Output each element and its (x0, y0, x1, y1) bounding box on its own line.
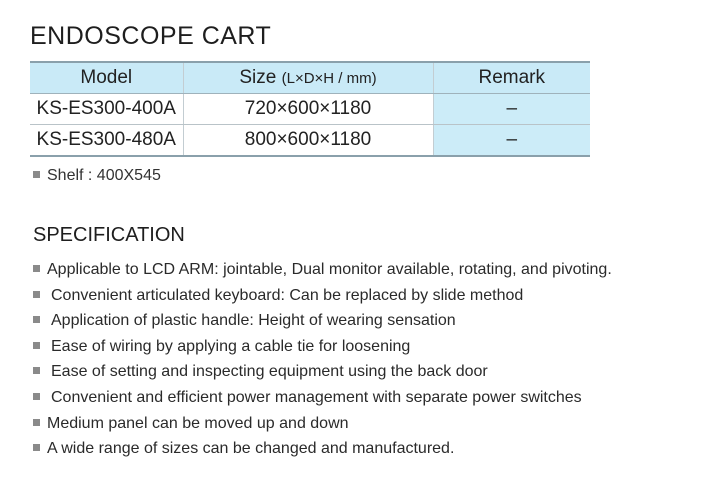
list-item-text: Medium panel can be moved up and down (47, 414, 349, 432)
list-item-text: Convenient articulated keyboard: Can be replaced by slide method (51, 286, 524, 304)
square-bullet-icon (33, 171, 40, 178)
product-size-table (30, 61, 590, 157)
square-bullet-icon (33, 393, 40, 400)
list-item (33, 334, 612, 360)
page-title: ENDOSCOPE CART (30, 22, 272, 50)
list-item (33, 411, 612, 437)
model-cell: KS-ES300-400A (30, 94, 183, 125)
table-header-row (30, 62, 590, 94)
header-model: Model (30, 62, 183, 94)
list-item-text: Ease of wiring by applying a cable tie for loosening (51, 337, 411, 355)
square-bullet-icon (33, 291, 40, 298)
square-bullet-icon (33, 419, 40, 426)
header-size-unit: (L×D×H / mm) (281, 70, 377, 87)
list-item (33, 308, 612, 334)
shelf-note-text: Shelf : 400X545 (47, 167, 161, 184)
list-item-text: A wide range of sizes can be changed and manufactured. (47, 440, 455, 458)
header-size (183, 62, 433, 94)
table-row (30, 94, 590, 125)
list-item (33, 283, 612, 309)
remark-cell: – (433, 94, 590, 125)
remark-cell: – (433, 125, 590, 157)
list-item (33, 359, 612, 385)
list-item (33, 385, 612, 411)
size-cell: 720×600×1180 (183, 94, 433, 125)
list-item (33, 257, 612, 283)
list-item-text: Application of plastic handle: Height of wearing sensation (51, 312, 456, 330)
square-bullet-icon (33, 444, 40, 451)
square-bullet-icon (33, 367, 40, 374)
header-remark: Remark (433, 62, 590, 94)
model-cell: KS-ES300-480A (30, 125, 183, 157)
size-cell: 800×600×1180 (183, 125, 433, 157)
square-bullet-icon (33, 342, 40, 349)
shelf-note (33, 167, 161, 185)
table-row (30, 125, 590, 157)
list-item (33, 436, 612, 462)
list-item-text: Ease of setting and inspecting equipment using the back door (51, 363, 488, 381)
square-bullet-icon (33, 265, 40, 272)
specification-list (33, 257, 612, 462)
list-item-text: Convenient and efficient power management with separate power switches (51, 388, 582, 406)
list-item-text: Applicable to LCD ARM: jointable, Dual monitor available, rotating, and pivoting. (47, 261, 612, 278)
square-bullet-icon (33, 316, 40, 323)
specification-title: SPECIFICATION (33, 224, 185, 246)
header-size-label: Size (239, 67, 277, 88)
